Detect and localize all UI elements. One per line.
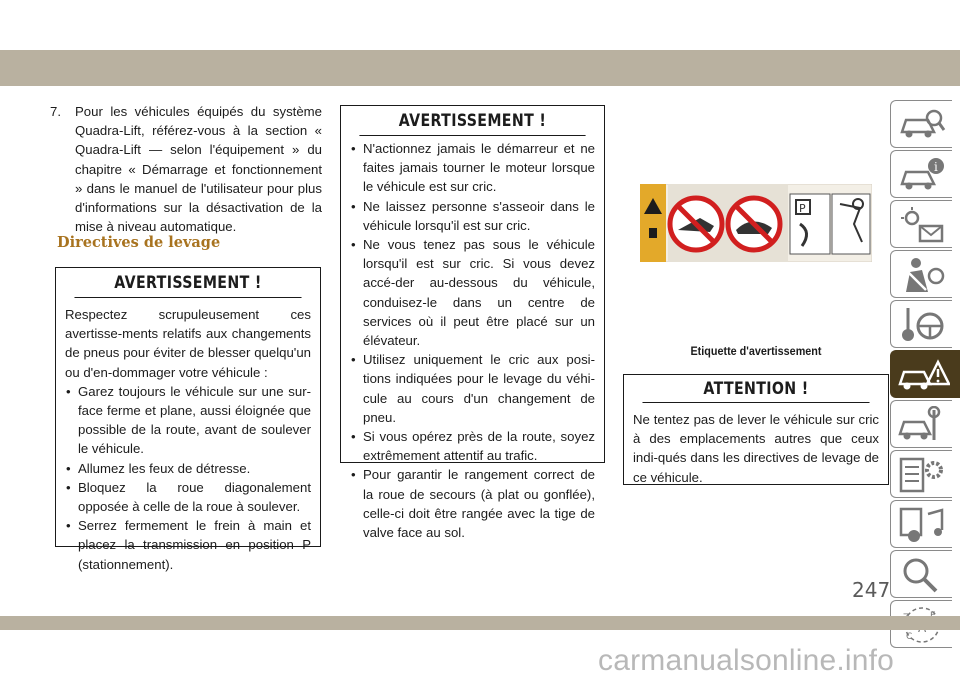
manual-reference-icon [832, 194, 870, 254]
tab-specifications[interactable] [890, 450, 952, 498]
numbered-item-7 [50, 102, 322, 236]
list-item: • Pour garantir le rangement correct de la roue de secours (à plat ou gonflée), celle-ci doit être rangée avec la tige de valve face au sol. [350, 465, 595, 542]
car-info-icon [898, 156, 946, 194]
list-item: • Si vous opérez près de la route, soyez extrêmement attentif au trafic. [350, 427, 595, 465]
warning-list [65, 382, 311, 574]
list-item: • Ne laissez personne s'asseoir dans le véhicule lorsqu'il est sur cric. [350, 197, 595, 235]
warning-box-left [55, 267, 321, 572]
warning-box-middle [340, 105, 605, 541]
figure-caption: Etiquette d'avertissement [690, 344, 822, 358]
svg-text:C: C [906, 632, 913, 642]
list-item: • Ne vous tenez pas sous le véhicule lorsqu'il est sur cric. Si vous devez accé-der au-dessous du véhicule, conduisez-le dans un centre de services où il peut être placé sur un élévateur. [350, 235, 595, 350]
no-person-in-car-icon [728, 198, 780, 250]
car-warning-triangle-icon [898, 356, 950, 394]
warning-list [350, 139, 595, 542]
list-item: • Garez toujours le véhicule sur une sur-face ferme et plane, aussi éloignée que possible de la route, avant de soulever le véhicule. [65, 382, 311, 459]
attention-text: Ne tentez pas de lever le véhicule sur cric à des emplacements autres que ceux indi-qués dans les directives de levage de ce véhicule. [633, 412, 879, 485]
item-number: 7. [50, 104, 61, 119]
tab-car-magnifier[interactable] [890, 100, 952, 148]
car-wrench-icon [898, 406, 946, 444]
magnifier-icon [898, 556, 946, 594]
tab-search[interactable] [890, 550, 952, 598]
tab-car-info[interactable] [890, 150, 952, 198]
no-person-under-car-icon [670, 198, 722, 250]
list-item: • Utilisez uniquement le cric aux posi-tions indiquées pour le levage du véhi-cule au cours d'un changement de pneu. [350, 350, 595, 427]
attention-box [623, 374, 889, 485]
warning-title: AVERTISSEMENT ! [74, 268, 301, 298]
section-heading: Directives de levage [57, 234, 221, 251]
park-brake-icon [790, 194, 830, 254]
page-number: 247 [852, 578, 891, 602]
tab-key-steering[interactable] [890, 300, 952, 348]
attention-title: ATTENTION ! [642, 375, 869, 403]
warning-label-image [640, 184, 872, 262]
svg-text:i: i [934, 160, 938, 174]
warning-intro: Respectez scrupuleusement ces avertisse-ments relatifs aux changements de pneus pour éviter de blesser quelqu'un ou d'en-dommager votre véhicule : [65, 307, 311, 380]
dashboard-lights-message-icon [898, 206, 946, 244]
item-text: Pour les véhicules équipés du système Quadra-Lift, référez-vous à la section « Quadra-Lift — selon l'équipement » du chapitre « Démarrage et fonctionnement » dans le manuel de l'utilisateur pour plus d'informations sur la désactivation de la mise à niveau automatique. [75, 104, 322, 235]
tab-car-wrench[interactable] [890, 400, 952, 448]
key-steering-wheel-icon [898, 306, 946, 344]
list-item: • Allumez les feux de détresse. [65, 459, 311, 478]
car-magnifier-icon [898, 106, 946, 144]
multimedia-icon [898, 506, 946, 544]
top-band [0, 50, 960, 86]
tab-multimedia[interactable] [890, 500, 952, 548]
tab-seatbelt-airbag[interactable] [890, 250, 952, 298]
svg-text:P: P [799, 202, 806, 215]
spec-list-gear-icon [898, 456, 946, 494]
list-item: • N'actionnez jamais le démarreur et ne faites jamais tourner le moteur lorsque le véhicule est sur cric. [350, 139, 595, 197]
warning-title: AVERTISSEMENT ! [359, 106, 585, 136]
tab-car-warning[interactable] [890, 350, 960, 398]
tab-dashboard-lights[interactable] [890, 200, 952, 248]
list-item: • Bloquez la roue diagonalement opposée à celle de la roue à soulever. [65, 478, 311, 516]
watermark: carmanualsonline.info [598, 644, 895, 677]
list-item: • Serrez fermement le frein à main et placez la transmission en position P (stationnement). [65, 516, 311, 574]
seatbelt-airbag-icon [898, 256, 946, 294]
bottom-band [0, 616, 960, 630]
